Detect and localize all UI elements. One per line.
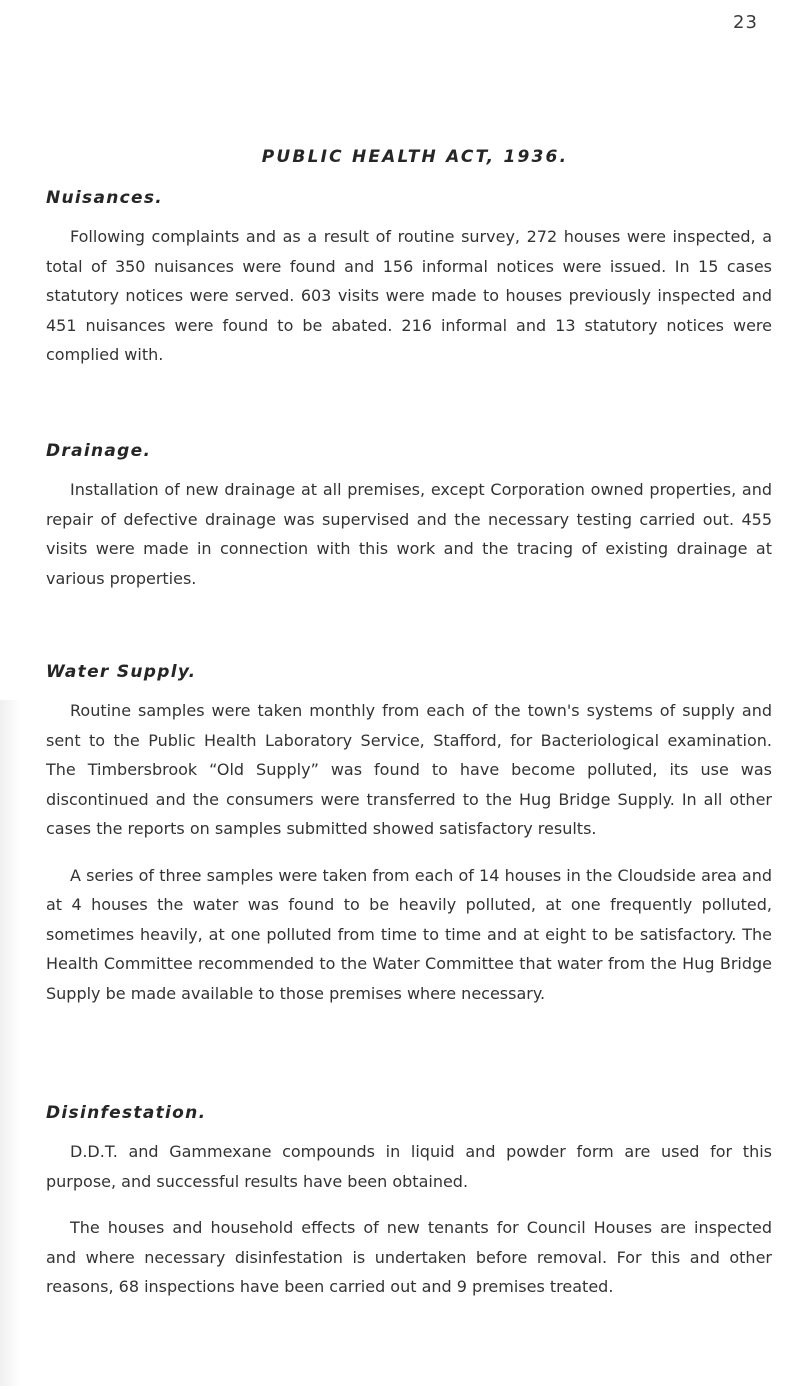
section-heading: Drainage. bbox=[46, 441, 152, 461]
paragraph: A series of three samples were taken from each of 14 houses in the Cloudside area and at 4 houses the water was found to be heavily polluted, at one frequently polluted, sometimes heavily, at one polluted from time to time and at eight to be satisfactory. The Health Committee recommended to the Water Committee that water from the Hug Bridge Supply be made available to those premises where necessary. bbox=[46, 865, 772, 1003]
section-water-supply bbox=[46, 662, 772, 1008]
section-disinfestation bbox=[46, 1103, 772, 1302]
section-heading: Disinfestation. bbox=[46, 1103, 207, 1123]
section-heading: Nuisances. bbox=[46, 188, 164, 208]
paragraph: Installation of new drainage at all premises, except Corporation owned properties, and repair of defective drainage was supervised and the necessary testing carried out. 455 visits were made in connection with this work and the tracing of existing drainage at various properties. bbox=[46, 480, 772, 588]
paragraph: D.D.T. and Gammexane compounds in liquid and powder form are used for this purpose, and successful results have been obtained. bbox=[46, 1142, 772, 1191]
page-number: 23 bbox=[733, 12, 758, 33]
section-nuisances bbox=[46, 188, 772, 370]
paragraph: Following complaints and as a result of routine survey, 272 houses were inspected, a total of 350 nuisances were found and 156 informal notices were issued. In 15 cases statutory notices were served. 603 visits were made to houses previously inspected and 451 nuisances were found to be abated. 216 informal and 13 statutory notices were complied with. bbox=[46, 227, 772, 364]
page-edge-shadow bbox=[0, 700, 20, 1386]
paragraph: Routine samples were taken monthly from each of the town's systems of supply and sent to the Public Health Laboratory Service, Stafford, for Bacteriological examination. The Timbersbrook “Old Supply” was found to have become polluted, its use was discontinued and the consumers were transferred to the Hug Bridge Supply. In all other cases the reports on samples submitted showed satisfactory results. bbox=[46, 701, 772, 838]
section-heading: Water Supply. bbox=[46, 662, 197, 682]
page-title: PUBLIC HEALTH ACT, 1936. bbox=[261, 147, 569, 167]
paragraph: The houses and household effects of new tenants for Council Houses are inspected and where necessary disinfestation is undertaken before removal. For this and other reasons, 68 inspections have been carried out and 9 premises treated. bbox=[46, 1218, 772, 1296]
section-drainage bbox=[46, 441, 772, 593]
